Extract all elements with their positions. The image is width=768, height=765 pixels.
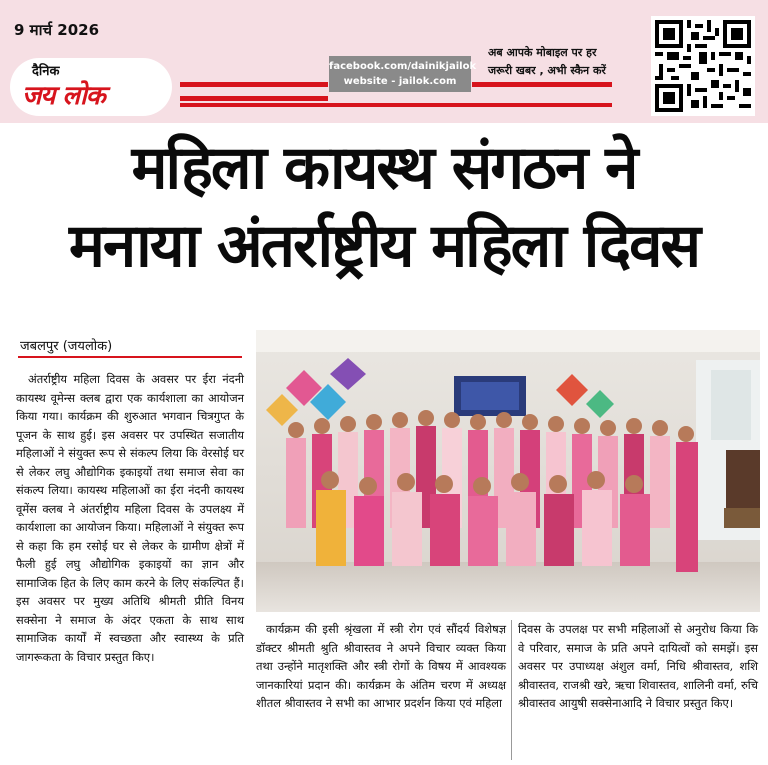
headline — [0, 128, 768, 284]
qr-code[interactable] — [651, 16, 755, 116]
logo-main-text: जय लोक — [22, 81, 105, 111]
promo-line-2: जरूरी खबर , अभी स्कैन करें — [488, 64, 606, 77]
scan-promo — [488, 44, 638, 80]
headline-line-2: मनाया अंतर्राष्ट्रीय महिला दिवस — [68, 211, 700, 281]
headline-line-1: महिला कायस्थ संगठन ने — [131, 133, 637, 203]
article-column-2: कार्यक्रम की इसी श्रृंखला में स्त्री रोग एवं सौंदर्य विशेषज्ञ डॉक्टर श्रीमती श्रुति श्रीवास्तव ने अपने विचार व्यक्त किया तथा उन्होंने मातृशक्ति और स्त्री रोगों के विषय में आवश्यक जानकारियां प्रदान की। कार्यक्रम के अंतिम चरण में अध्यक्ष शीतल श्रीवास्तव ने सभी का आभार प्रदर्शन किया एवं महिला — [256, 622, 506, 710]
social-links-box — [329, 56, 477, 92]
facebook-link[interactable]: facebook.com/dainikjailok — [329, 61, 477, 72]
red-rule-right-1 — [472, 82, 612, 87]
dateline-rule — [18, 356, 242, 358]
red-rule-bottom — [180, 103, 612, 107]
article-column-1: अंतर्राष्ट्रीय महिला दिवस के अवसर पर ईरा नंदनी कायस्थ वूमेन्स क्लब द्वारा एक कार्यशाला का आयोजन किया गया। कार्यक्रम की शुरुआत भगवान चित्रगुप्त के पूजन के साथ हुई। इस अवसर पर उपस्थित सजातीय महिलाओं ने संयुक्त रूप से संकल्प लिया कि वेरसोई घर से लेकर लघु औद्योगिक इकाइयों तथा समाज सेवा का संकल्प लिया। कायस्थ महिलाओं का ईरा नंदनी कायस्थ वूमेंस क्लब ने अंतर्राष्ट्रीय महिला दिवस के उपलक्ष्य में कार्यशाला का आयोजन किया। महिलाओं ने संयुक्त रूप से कहा कि हम रसोई घर से लेकर के ग्रामीण क्षेत्रों में फैली हुई लघु औद्योगिक इकाइयों का ज्ञान और सामाजिक हित के लिए काम करने के लिए संकल्पित हैं। इस अवसर पर मुख्य अतिथि श्रीमती प्रीति विनय सक्सेना ने समाज के अंदर एकता के साथ साथ सामाजिक कार्यों में स्वच्छता और स्वास्थ्य के प्रति जागरूकता के विचार प्रस्तुत किए। — [16, 372, 244, 664]
group-photo — [256, 330, 760, 612]
dateline: जबलपुर (जयलोक) — [20, 339, 113, 354]
article-column-3: दिवस के उपलक्ष पर सभी महिलाओं से अनुरोध किया कि वे परिवार, समाज के प्रति अपने दायित्वों को समझें। इस अवसर पर उपाध्यक्ष अंशुल वर्मा, निधि श्रीवास्तव, शशि श्रीवास्तव, राजश्री खरे, ऋचा शिवास्तव, शालिनी वर्मा, रुचि श्रीवास्तव आयुषी सक्सेनाआदि ने विचार प्रस्तुत किए। — [518, 622, 758, 710]
red-rule-left-2 — [180, 96, 328, 101]
masthead — [0, 0, 768, 123]
qr-code-icon — [655, 20, 751, 112]
promo-line-1: अब आपके मोबाइल पर हर — [488, 46, 597, 59]
logo-small-text: दैनिक — [32, 64, 60, 79]
group-photo-image — [256, 330, 760, 612]
newspaper-logo — [10, 58, 172, 116]
website-link[interactable]: website - jailok.com — [343, 76, 457, 87]
issue-date: 9 मार्च 2026 — [14, 21, 100, 39]
column-divider — [511, 620, 512, 760]
red-rule-left-1 — [180, 82, 328, 87]
